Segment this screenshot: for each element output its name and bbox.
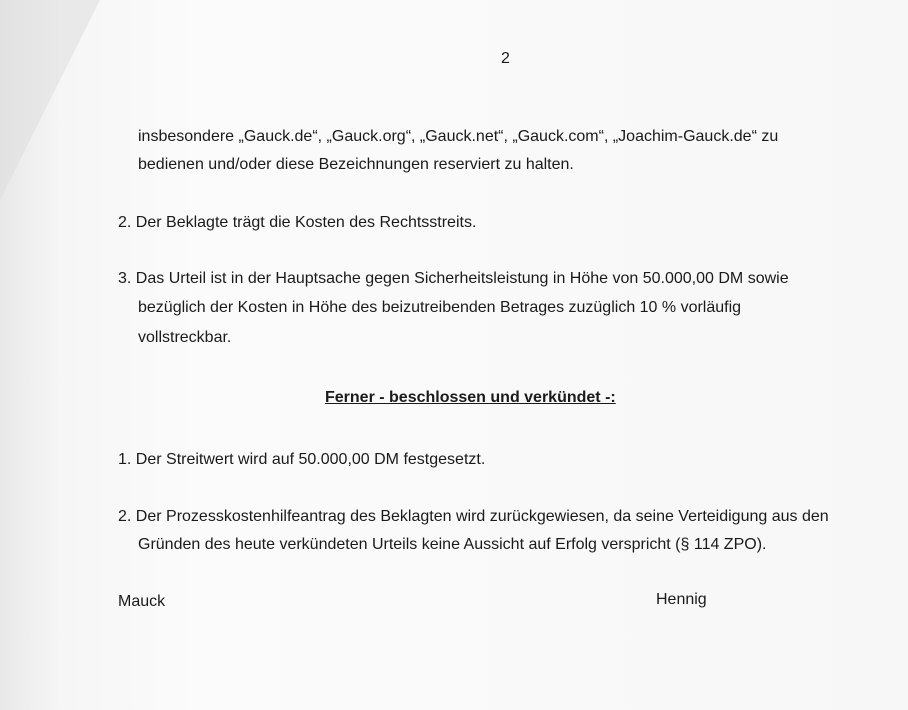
page-fold-shadow bbox=[0, 0, 100, 200]
section-heading: Ferner - beschlossen und verkündet -: bbox=[325, 389, 616, 406]
list-item: 3. Das Urteil ist in der Hauptsache gegen Sicherheitsleistung in Höhe von 50.000,00 DM sowie bbox=[118, 270, 789, 287]
paragraph-line: bedienen und/oder diese Bezeichnungen reserviert zu halten. bbox=[138, 156, 574, 173]
list-item: 1. Der Streitwert wird auf 50.000,00 DM festgesetzt. bbox=[118, 451, 486, 468]
list-item-continuation: Gründen des heute verkündeten Urteils keine Aussicht auf Erfolg verspricht (§ 114 ZPO). bbox=[138, 536, 767, 553]
list-item: 2. Der Prozesskostenhilfeantrag des Beklagten wird zurückgewiesen, da seine Verteidigung aus den bbox=[118, 508, 829, 525]
paragraph-line: insbesondere „Gauck.de“, „Gauck.org“, „Gauck.net“, „Gauck.com“, „Joachim-Gauck.de“ zu bbox=[138, 128, 779, 145]
page-number: 2 bbox=[501, 50, 510, 67]
signature-right: Hennig bbox=[656, 591, 707, 608]
list-item-continuation: bezüglich der Kosten in Höhe des beizutreibenden Betrages zuzüglich 10 % vorläufig bbox=[138, 299, 742, 316]
signature-left: Mauck bbox=[118, 593, 166, 610]
list-item: 2. Der Beklagte trägt die Kosten des Rechtsstreits. bbox=[118, 214, 477, 231]
list-item-continuation: vollstreckbar. bbox=[138, 329, 232, 346]
